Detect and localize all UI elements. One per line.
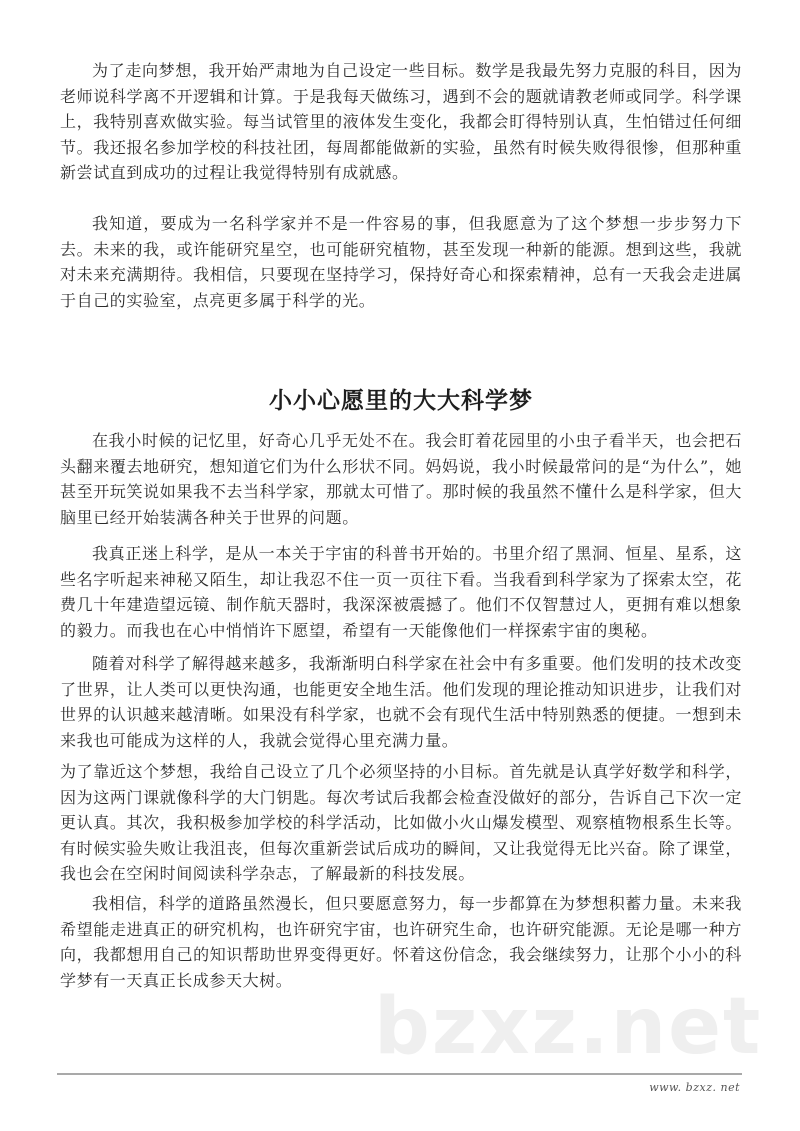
paragraph-goals: 为了走向梦想，我开始严肃地为自己设定一些目标。数学是我最先努力克服的科目，因为老师说科学离不开逻辑和计算。于是我每天做练习，遇到不会的题就请教老师或同学。科学课上，我特别喜欢做实验。每当试管里的液体发生变化，我都会盯得特别认真，生怕错过任何细节。我还报名参加学校的科技社团，每周都能做新的实验，虽然有时候失败得很惨，但那种重新尝试直到成功的过程让我觉得特别有成就感。 — [60, 61, 742, 182]
footer-url: www. bzxz. net — [649, 1081, 740, 1094]
paragraph-future: 我知道，要成为一名科学家并不是一件容易的事，但我愿意为了这个梦想一步步努力下去。未来的我，或许能研究星空，也可能研究植物，甚至发现一种新的能源。想到这些，我就对未来充满期待。我相信，只要现在坚持学习，保持好奇心和探索精神，总有一天我会走进属于自己的实验室，点亮更多属于科学的光。 — [60, 214, 742, 310]
footer-divider — [57, 1073, 742, 1075]
paragraph-belief: 我相信，科学的道路虽然漫长，但只要愿意努力，每一步都算在为梦想积蓄力量。未来我希望能走进真正的研究机构，也许研究宇宙，也许研究生命，也许研究能源。无论是哪一种方向，我都想用自己的知识帮助世界变得更好。怀着这份信念，我会继续努力，让那个小小的科学梦有一天真正长成参天大树。 — [60, 894, 742, 990]
essay-title: 小小心愿里的大大科学梦 — [269, 388, 533, 414]
paragraph-small-goals: 为了靠近这个梦想，我给自己设立了几个必须坚持的小目标。首先就是认真学好数学和科学，因为这两门课就像科学的大门钥匙。每次考试后我都会检查没做好的部分，告诉自己下次一定更认真。其次，我积极参加学校的科学活动，比如做小火山爆发模型、观察植物根系生长等。有时候实验失败让我沮丧，但每次重新尝试后成功的瞬间，又让我觉得无比兴奋。除了课堂，我也会在空闲时间阅读科学杂志，了解最新的科技发展。 — [60, 762, 742, 883]
watermark-logo: bzxz.net — [374, 982, 763, 1072]
paragraph-importance-of-scientists: 随着对科学了解得越来越多，我渐渐明白科学家在社会中有多重要。他们发明的技术改变了世界，让人类可以更快沟通，也能更安全地生活。他们发现的理论推动知识进步，让我们对世界的认识越来越清晰。如果没有科学家，也就不会有现代生活中特别熟悉的便捷。一想到未来我也可能成为这样的人，我就会觉得心里充满力量。 — [60, 654, 742, 750]
paragraph-childhood-curiosity: 在我小时候的记忆里，好奇心几乎无处不在。我会盯着花园里的小虫子看半天，也会把石头翻来覆去地研究，想知道它们为什么形状不同。妈妈说，我小时候最常问的是“为什么”，她甚至开玩笑说如果我不去当科学家，那就太可惜了。那时候的我虽然不懂什么是科学家，但大脑里已经开始装满各种关于世界的问题。 — [60, 431, 742, 527]
paragraph-science-book: 我真正迷上科学，是从一本关于宇宙的科普书开始的。书里介绍了黑洞、恒星、星系，这些名字听起来神秘又陌生，却让我忍不住一页一页往下看。当我看到科学家为了探索太空，花费几十年建造望远镜、制作航天器时，我深深被震撼了。他们不仅智慧过人，更拥有难以想象的毅力。而我也在心中悄悄许下愿望，希望有一天能像他们一样探索宇宙的奥秘。 — [60, 544, 742, 640]
